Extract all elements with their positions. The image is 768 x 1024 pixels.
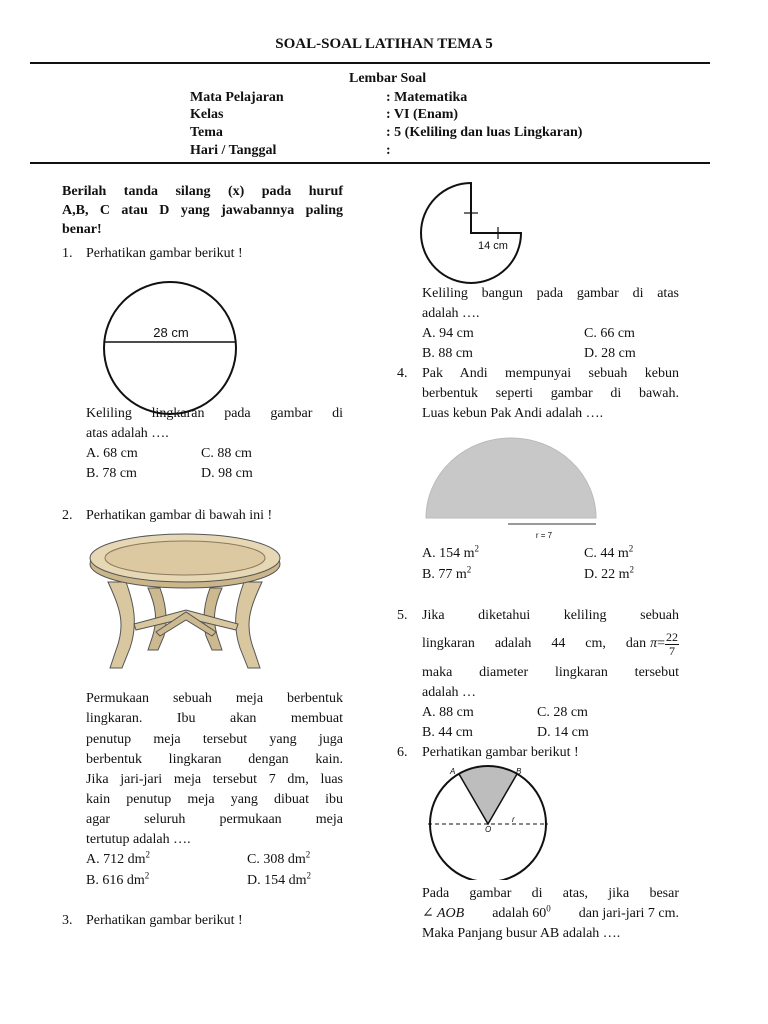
- q6-text-line-3: Maka Panjang busur AB adalah ….: [422, 926, 621, 941]
- q4-option-d-exp: 2: [629, 564, 634, 575]
- page-title: SOAL-SOAL LATIHAN TEMA 5: [275, 36, 493, 52]
- q6-angle-aob: ∠ AOB: [422, 906, 465, 921]
- q5-line-4: adalah …: [422, 685, 477, 700]
- q4-semicircle: [426, 438, 596, 518]
- q4-option-c-exp: 2: [628, 543, 634, 554]
- q6-degree-mark: 0: [546, 903, 551, 914]
- q2-number: 2.: [62, 508, 73, 523]
- q2-line-8: tertutup adalah ….: [86, 832, 191, 847]
- q2-line-2: lingkaran. Ibu akan membuat: [86, 711, 343, 726]
- q2-option-d-text: D. 154 dm: [247, 873, 307, 888]
- q3-radius-label: 14 cm: [478, 240, 508, 252]
- field-label-date: Hari / Tanggal: [190, 143, 277, 158]
- table-top-inset: [105, 541, 265, 575]
- field-value-class: : VI (Enam): [386, 107, 459, 122]
- q2-line-4: berbentuk lingkaran dengan kain.: [86, 752, 343, 767]
- q4-semicircle-figure: [424, 432, 600, 544]
- instruction-line-2: A,B, C atau D yang jawabannya paling: [62, 203, 343, 218]
- instruction-line-1: Berilah tanda silang (x) pada huruf: [62, 184, 343, 199]
- field-label-theme: Tema: [190, 125, 223, 140]
- q5-line-3: maka diameter lingkaran tersebut: [422, 665, 679, 680]
- q4-line-1: Pak Andi mempunyai sebuah kebun: [422, 366, 679, 381]
- q5-pi-symbol: π: [650, 636, 658, 651]
- sheet-title: Lembar Soal: [349, 71, 427, 86]
- field-value-subject: : Matematika: [386, 90, 468, 105]
- q4-line-3: Luas kebun Pak Andi adalah ….: [422, 406, 604, 421]
- q2-option-a-exp: 2: [145, 849, 150, 860]
- q2-table-figure: [86, 528, 284, 676]
- q2-option-a[interactable]: [86, 850, 150, 870]
- q2-option-b-text: B. 616 dm: [86, 873, 145, 888]
- field-label-class: Kelas: [190, 107, 224, 122]
- q3-text-line-1: Keliling bangun pada gambar di atas: [422, 286, 679, 301]
- q2-option-c-text: C. 308 dm: [247, 852, 306, 867]
- q4-line-2: berbentuk seperti gambar di bawah.: [422, 386, 679, 401]
- q4-option-a-text: A. 154 m: [422, 546, 475, 561]
- q3-number: 3.: [62, 913, 73, 928]
- q2-option-c[interactable]: [247, 850, 310, 870]
- q5-option-d[interactable]: D. 14 cm: [537, 725, 589, 740]
- q2-option-d[interactable]: [247, 871, 311, 891]
- q3-shape: [421, 183, 521, 283]
- q1-option-a[interactable]: A. 68 cm: [86, 446, 138, 461]
- q5-pi-numerator: 22: [666, 629, 678, 644]
- q5-line-2-text: lingkaran adalah 44 cm, dan: [422, 636, 647, 651]
- q2-option-d-exp: 2: [306, 870, 311, 881]
- q5-pi-denominator: 7: [669, 643, 675, 658]
- q2-option-c-exp: 2: [305, 849, 311, 860]
- q4-option-a-exp: 2: [474, 543, 479, 554]
- q5-option-b[interactable]: B. 44 cm: [422, 725, 473, 740]
- q2-prompt: Perhatikan gambar di bawah ini !: [86, 508, 273, 523]
- q4-option-d[interactable]: [584, 565, 634, 585]
- q2-line-6: kain penutup meja yang dibuat ibu: [86, 792, 343, 807]
- q2-line-3: penutup meja tersebut yang juga: [86, 732, 343, 747]
- q6-prompt: Perhatikan gambar berikut !: [422, 745, 579, 760]
- q4-radius-label: r = 7: [535, 531, 553, 540]
- q3-text-line-2: adalah ….: [422, 306, 480, 321]
- q1-prompt: Perhatikan gambar berikut !: [86, 246, 243, 261]
- q1-circle: [104, 282, 236, 414]
- q6-angle-value: [492, 904, 551, 924]
- q2-option-b[interactable]: [86, 871, 149, 891]
- q1-option-c[interactable]: C. 88 cm: [201, 446, 252, 461]
- field-value-date: :: [386, 143, 391, 158]
- q3-prompt: Perhatikan gambar berikut !: [86, 913, 243, 928]
- header-bottom-rule: [30, 162, 710, 164]
- q2-line-1: Permukaan sebuah meja berbentuk: [86, 691, 343, 706]
- table-legs: [108, 582, 262, 668]
- q1-text-line-1: Keliling lingkaran pada gambar di: [86, 406, 343, 421]
- q2-line-7: agar seluruh permukaan meja: [86, 812, 343, 827]
- q5-number: 5.: [397, 608, 408, 623]
- q2-option-b-exp: 2: [144, 870, 150, 881]
- field-label-subject: Mata Pelajaran: [190, 90, 284, 105]
- instruction-line-3: benar!: [62, 222, 102, 237]
- q6-label-b: B: [516, 767, 522, 776]
- q5-option-a[interactable]: A. 88 cm: [422, 705, 474, 720]
- header-top-rule: [30, 62, 710, 64]
- q6-text-line-1: Pada gambar di atas, jika besar: [422, 886, 679, 901]
- q6-label-o: O: [485, 825, 492, 834]
- q4-option-a[interactable]: [422, 544, 479, 564]
- q3-option-a[interactable]: A. 94 cm: [422, 326, 474, 341]
- q3-option-c[interactable]: C. 66 cm: [584, 326, 635, 341]
- q1-text-line-2: atas adalah ….: [86, 426, 169, 441]
- q5-pi-expression: [650, 631, 679, 658]
- q2-option-a-text: A. 712 dm: [86, 852, 146, 867]
- q1-number: 1.: [62, 246, 73, 261]
- q4-option-b[interactable]: [422, 565, 471, 585]
- q1-circle-figure: [100, 278, 240, 418]
- q6-circle-sector-figure: [420, 762, 552, 880]
- q4-option-d-text: D. 22 m: [584, 567, 630, 582]
- q5-pi-equals: =: [657, 636, 665, 651]
- q4-number: 4.: [397, 366, 408, 381]
- q4-option-b-text: B. 77 m: [422, 567, 467, 582]
- q5-line-1: Jika diketahui keliling sebuah: [422, 608, 679, 623]
- q5-option-c[interactable]: C. 28 cm: [537, 705, 588, 720]
- q1-diameter-label: 28 cm: [153, 325, 189, 340]
- q6-radius-text: dan jari-jari 7 cm.: [578, 906, 679, 921]
- q6-label-r: r: [512, 815, 515, 824]
- q1-option-d[interactable]: D. 98 cm: [201, 466, 253, 481]
- q4-option-b-exp: 2: [466, 564, 472, 575]
- q4-option-c[interactable]: [584, 544, 633, 564]
- field-value-theme: : 5 (Keliling dan luas Lingkaran): [386, 125, 583, 140]
- q6-angle-text: adalah 60: [492, 906, 547, 921]
- q3-option-b[interactable]: B. 88 cm: [422, 346, 473, 361]
- q6-text-line-2: [422, 904, 679, 924]
- q4-option-c-text: C. 44 m: [584, 546, 629, 561]
- q1-option-b[interactable]: B. 78 cm: [86, 466, 137, 481]
- q3-option-d[interactable]: D. 28 cm: [584, 346, 636, 361]
- q5-pi-fraction: [665, 631, 679, 658]
- q6-number: 6.: [397, 745, 408, 760]
- q6-label-a: A: [450, 767, 456, 776]
- q5-line-2: [422, 627, 679, 661]
- q3-three-quarter-circle-figure: [418, 180, 524, 286]
- q2-line-5: Jika jari-jari meja tersebut 7 dm, luas: [86, 772, 343, 787]
